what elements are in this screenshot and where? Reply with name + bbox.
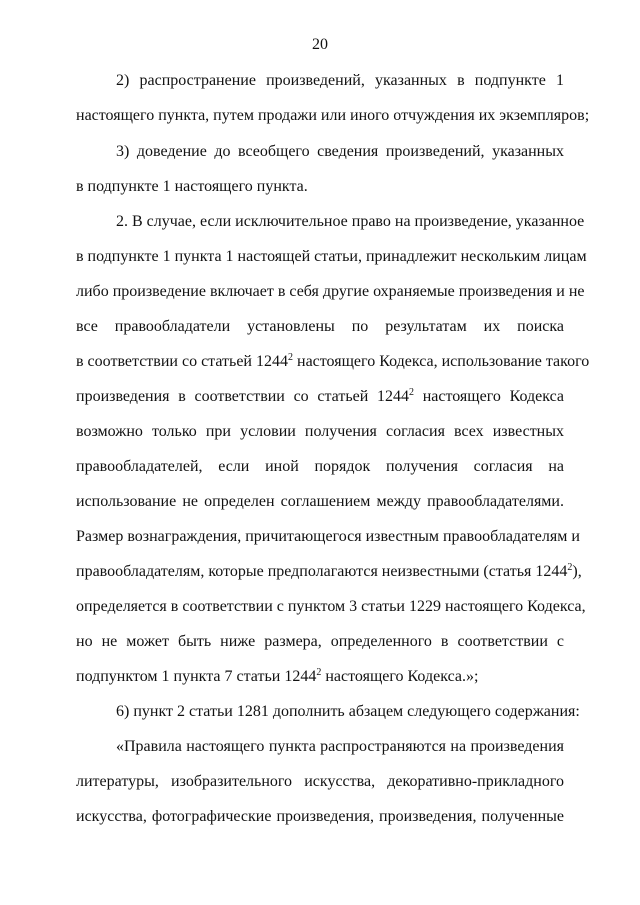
text-segment: подпунктом 1 пункта 7 статьи 1244	[76, 668, 317, 685]
text-line	[76, 667, 564, 687]
text-line: настоящего пункта, путем продажи или иного отчуждения их экземпляров;	[76, 107, 590, 124]
text-line: литературы, изобразительного искусства, декоративно-прикладного	[76, 773, 564, 790]
text-line: но не может быть ниже размера, определенного в соответствии с	[76, 633, 564, 650]
text-line: «Правила настоящего пункта распространяются на произведения	[116, 738, 564, 755]
text-segment: настоящего Кодекса, использование такого	[293, 353, 590, 370]
text-line: 3) доведение до всеобщего сведения произведений, указанных	[116, 143, 564, 160]
text-segment: настоящего Кодекса	[414, 388, 565, 405]
text-line: использование не определен соглашением между правообладателями.	[76, 493, 564, 510]
superscript: 2	[567, 562, 573, 573]
text-segment: правообладателям, которые предполагаются неизвестными (статья 1244	[76, 563, 568, 580]
text-line	[76, 387, 564, 407]
text-line: в подпункте 1 настоящего пункта.	[76, 178, 308, 195]
superscript: 2	[316, 667, 322, 678]
superscript: 2	[288, 352, 293, 363]
text-segment: настоящего Кодекса.»;	[321, 668, 479, 685]
text-line: либо произведение включает в себя другие охраняемые произведения и не	[76, 283, 585, 300]
text-segment: в соответствии со статьей 1244	[76, 353, 288, 370]
page-number: 20	[312, 36, 328, 53]
superscript: 2	[409, 387, 414, 398]
text-line: искусства, фотографические произведения, произведения, полученные	[76, 808, 564, 825]
text-line: 2. В случае, если исключительное право на произведение, указанное	[116, 213, 585, 230]
text-segment: ),	[572, 563, 582, 580]
text-line: в подпункте 1 пункта 1 настоящей статьи, принадлежит нескольким лицам	[76, 248, 587, 265]
text-line	[76, 352, 590, 372]
text-line: возможно только при условии получения согласия всех известных	[76, 423, 564, 440]
text-line: 2) распространение произведений, указанных в подпункте 1	[116, 72, 564, 89]
text-line: Размер вознаграждения, причитающегося известным правообладателям и	[76, 528, 580, 545]
text-line: все правообладатели установлены по результатам их поиска	[76, 318, 564, 335]
text-line: правообладателей, если иной порядок получения согласия на	[76, 458, 564, 475]
text-line: 6) пункт 2 статьи 1281 дополнить абзацем следующего содержания:	[116, 703, 580, 720]
text-line	[76, 562, 582, 582]
text-segment: произведения в соответствии со статьей 1244	[76, 388, 409, 405]
text-line: определяется в соответствии с пунктом 3 статьи 1229 настоящего Кодекса,	[76, 598, 586, 615]
